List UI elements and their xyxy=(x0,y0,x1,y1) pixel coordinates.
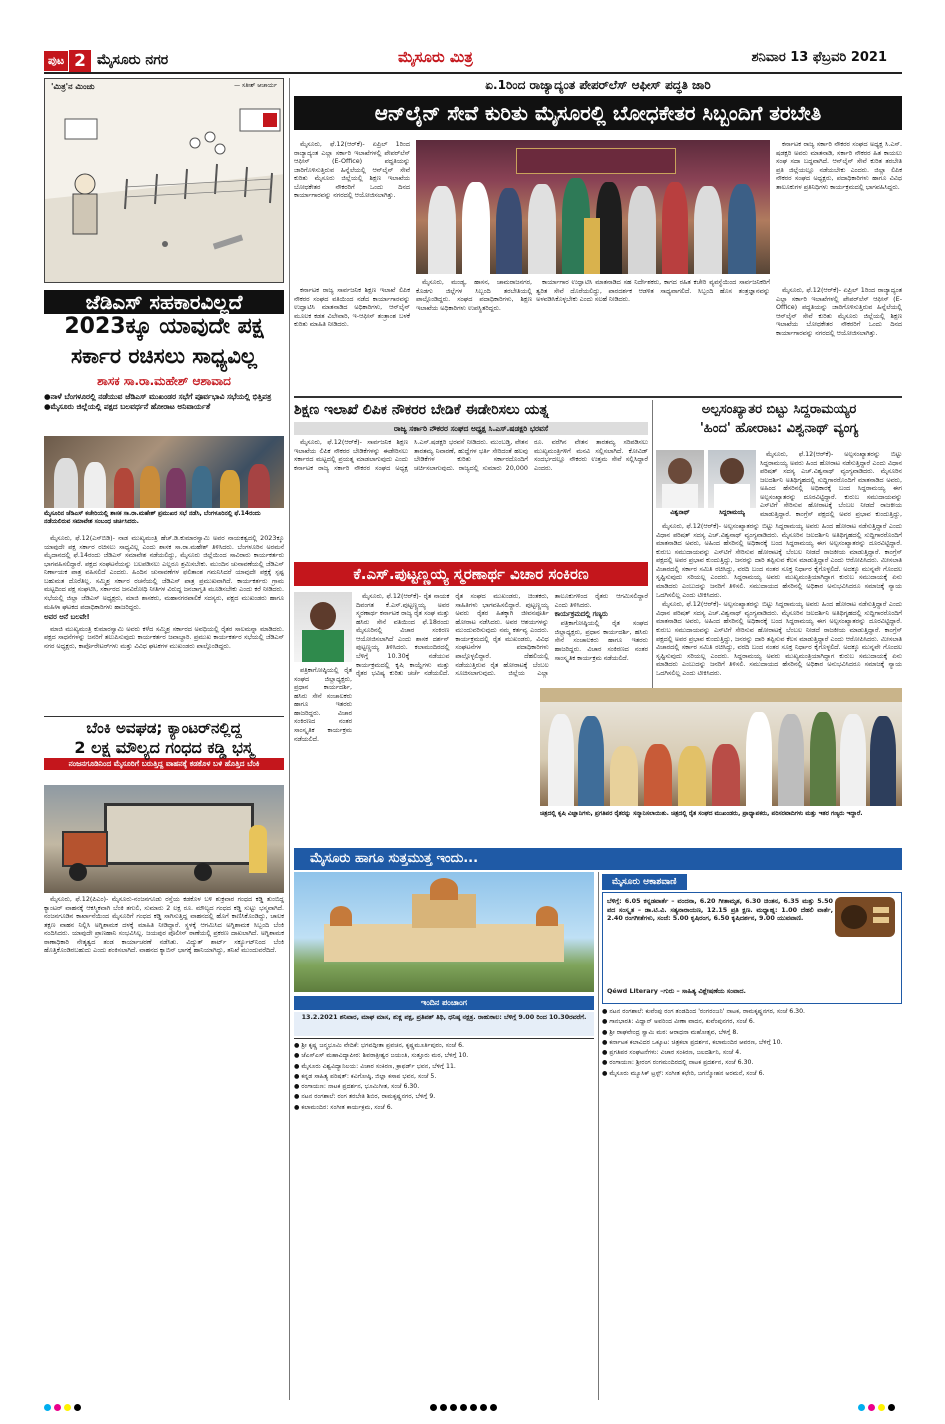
siddaramaiah-caption: ಸಿದ್ದರಾಮಯ್ಯ xyxy=(719,509,745,516)
fire-body-text: ಮೈಸೂರು, ಫೆ.12(ಪಿಎಂ)- ಮೈಸೂರು-ನಂಜನಗೂಡು ರಸ್ತೆಯ ಕಡಕೊಳ ಬಳಿ ಶುಕ್ರವಾರ ಗಂಧದ ಕಡ್ಡಿ ತುಂಬಿದ್ದ ಕ್ಯಾಂಟರ್ ವಾಹನಕ್ಕೆ ಆಕಸ್ಮಿಕವಾಗಿ ಬೆಂಕಿ ತಗುಲಿ, ಸುಮಾರು 2 ಲಕ್ಷ ರೂ. ಮೌಲ್ಯದ ಗಂಧದ ಕಡ್ಡಿ ಸುಟ್ಟು ಭಸ್ಮವಾಗಿದೆ. ನಂಜನಗೂಡಿನ ಕಾರ್ಖಾನೆಯಿಂದ ಮೈಸೂರಿಗೆ ಗಂಧದ ಕಡ್ಡಿ ಸಾಗಿಸುತ್ತಿದ್ದ ವಾಹನದಲ್ಲಿ ಹೊಗೆ ಕಾಣಿಸಿಕೊಂಡಿದ್ದು, ಚಾಲಕ ತಕ್ಷಣ ವಾಹನ ನಿಲ್ಲಿಸಿ ಅಗ್ನಿಶಾಮಕ ದಳಕ್ಕೆ ಮಾಹಿತಿ ನೀಡಿದ್ದಾರೆ. ಸ್ಥಳಕ್ಕೆ ಆಗಮಿಸಿದ ಅಗ್ನಿಶಾಮಕ ಸಿಬ್ಬಂದಿ ಬೆಂಕಿ ನಂದಿಸಿದರು. ಯಾವುದೇ ಪ್ರಾಣಹಾನಿ ಸಂಭವಿಸಿಲ್ಲ. ಜಯಪುರ ಪೊಲೀಸ್ ಠಾಣೆಯಲ್ಲಿ ಪ್ರಕರಣ ದಾಖಲಾಗಿದೆ. ಅಗ್ನಿಶಾಮಕ ಠಾಣಾಧಿಕಾರಿ ನೇತೃತ್ವದ ತಂಡ ಕಾರ್ಯಾಚರಣೆ ನಡೆಸಿತು. ವಿದ್ಯುತ್ ಶಾರ್ಟ್ ಸರ್ಕ್ಯೂಟ್‌ನಿಂದ ಬೆಂಕಿ ಹೊತ್ತಿಕೊಂಡಿರಬಹುದು ಎಂದು ಶಂಕಿಸಲಾಗಿದೆ. ವಾಹನದ ಕ್ಯಾಬಿನ್ ಭಾಗಕ್ಕೆ ಹಾನಿಯಾಗಿದ್ದು, ತನಿಖೆ ಮುಂದುವರೆದಿದೆ. xyxy=(44,895,284,955)
felicitation-photo xyxy=(540,688,902,806)
event-item: ● ಕಲಾಮಂದಿರ: ಸಂಗೀತ ಕಾರ್ಯಕ್ರಮ, ಸಂಜೆ 6. xyxy=(294,1103,393,1111)
events-banner xyxy=(294,848,902,870)
radio-footer: Qéwd Literary –ಗುರು – ಸಾಹಿತ್ಯ ವಿಶ್ಲೇಷಣೆಯ ಸಂವಾದ. xyxy=(607,987,746,995)
training-event-photo xyxy=(416,140,770,274)
top-story-body-2: ಕರ್ನಾಟಕ ರಾಜ್ಯ ಸಾರ್ವಜನಿಕ ಶಿಕ್ಷಣ ಇಲಾಖೆ ಲಿಪಿಕ ನೌಕರರ ಸಂಘದ ವತಿಯಿಂದ ನಡೆದ ಕಾರ್ಯಾಗಾರವನ್ನು ಉದ್ಘಾಟಿಸಿ ಮಾತನಾಡಿದ ಅಧಿಕಾರಿಗಳು, ಆನ್‌ಲೈನ್ ಮೂಲಕ ಕಡತ ವಿಲೇವಾರಿ, ಇ-ಆಫೀಸ್ ತಂತ್ರಾಂಶ ಬಳಕೆ ಕುರಿತು ಮಾಹಿತಿ ನೀಡಿದರು. xyxy=(294,286,410,329)
top-story-col1 xyxy=(294,140,410,282)
fire-headline-line1: ಬೆಂಕಿ ಅವಘಡ; ಕ್ಯಾಂಟರ್‌ನಲ್ಲಿದ್ದ xyxy=(86,719,242,737)
clerk-subhead: ರಾಜ್ಯ ಸರ್ಕಾರಿ ನೌಕರರ ಸಂಘದ ಅಧ್ಯಕ್ಷ ಸಿ.ಎಸ್.ಷಡಕ್ಷರಿ ಭರವಸೆ xyxy=(294,422,648,435)
vishwanath-caption: ವಿಶ್ವನಾಥ್ xyxy=(670,509,690,516)
jds-subhead-2: ಅವರ ಆನೆ ಬಲವೇ! xyxy=(44,613,90,622)
listing-item: ● ಮೈಸೂರು ಮ್ಯೂಸಿಕ್ ಟ್ರಸ್ಟ್: ಸಂಗೀತ ಕಛೇರಿ, ಜಗನ್ಮೋಹನ ಅರಮನೆ, ಸಂಜೆ 6. xyxy=(602,1069,765,1077)
top-story-body-4: ಕಾರ್ಯಾಗಾರ ಉದ್ಘಾಟಿಸಿ ಮಾತನಾಡಿದ ಸಹ ನಿರ್ದೇಶಕರು, ಕಾಗದ ರಹಿತ ಕಚೇರಿ ವ್ಯವಸ್ಥೆಯಿಂದ ಸಾರ್ವಜನಿಕರಿಗೆ ತ್ವರಿತ ಸೇವೆ ದೊರೆಯಲಿದ್ದು, ಪಾರದರ್ಶಕ ಆಡಳಿತ ಸಾಧ್ಯವಾಗಲಿದೆ. ಸಿಬ್ಬಂದಿ ಹೊಸ ತಂತ್ರಜ್ಞಾನವನ್ನು ಅಳವಡಿಸಿಕೊಳ್ಳಬೇಕು ಎಂದು ಸಲಹೆ ನೀಡಿದರು. xyxy=(536,278,770,304)
event-item: ● ಜೆಎಸ್‌ಎಸ್ ಮಹಾವಿದ್ಯಾಪೀಠ: ಶಿವರಾತ್ರೀಶ್ವರ ಜಯಂತಿ, ಸುತ್ತೂರು ಮಠ, ಬೆಳಿಗ್ಗೆ 10. xyxy=(294,1052,469,1060)
cartoon-title: 'ಮಿತ್ರ'ನ ಮಿಂಚು xyxy=(51,82,95,91)
top-story-headline: ಆನ್‌ಲೈನ್ ಸೇವೆ ಕುರಿತು ಮೈಸೂರಲ್ಲಿ ಬೋಧಕೇತರ ಸಿಬ್ಬಂದಿಗೆ ತರಬೇತಿ xyxy=(294,96,902,130)
jds-subhead: ಶಾಸಕ ಸಾ.ರಾ.ಮಹೇಶ್ ಆಶಾವಾದ xyxy=(97,374,231,388)
top-story-col4b xyxy=(776,286,902,394)
listing-item: ● ನಟನ ರಂಗಶಾಲೆ: ಕುವೆಂಪು ರಂಗ ತಂಡದಿಂದ 'ರಂಗರಂಜನಿ' ನಾಟಕ, ರಾಮಕೃಷ್ಣನಗರ, ಸಂಜೆ 6.30. xyxy=(602,1008,805,1015)
fire-subhead: ನಂಜನಗೂಡಿನಿಂದ ಮೈಸೂರಿಗೆ ಬರುತ್ತಿದ್ದ ವಾಹನಕ್ಕೆ ಕಡಕೊಳ ಬಳಿ ಹೊತ್ತಿದ ಬೆಂಕಿ xyxy=(44,758,284,770)
jds-meeting-photo xyxy=(44,436,284,508)
events-banner-title: ಮೈಸೂರು ಹಾಗೂ ಸುತ್ತಮುತ್ತ ಇಂದು... xyxy=(310,851,479,866)
vishwanath-headline-line2: 'ಹಿಂದ' ಹೋರಾಟ: ವಿಶ್ವನಾಥ್ ವ್ಯಂಗ್ಯ xyxy=(699,421,859,436)
top-story-col2 xyxy=(416,278,532,394)
event-item: ● ಮೈಸೂರು ವಿಶ್ವವಿದ್ಯಾನಿಲಯ: ವಿಚಾರ ಸಂಕಿರಣ, ಕ್ರಾಫರ್ಡ್ ಭವನ, ಬೆಳಿಗ್ಗೆ 11. xyxy=(294,1062,456,1070)
page-number-box xyxy=(44,50,168,72)
jds-body-text: ಮೈಸೂರು, ಫೆ.12(ಎಸ್‌ಬಿಡಿ)- ನಾಡ ಮುಖ್ಯಮಂತ್ರಿ ಹೆಚ್.ಡಿ.ಕುಮಾರಸ್ವಾಮಿ ಅವರ ನಾಯಕತ್ವದಲ್ಲಿ 2023ಕ್ಕೂ ಯಾವುದೇ ಪಕ್ಷ ಸರ್ಕಾರ ರಚಿಸಲು ಸಾಧ್ಯವಿಲ್ಲ ಎಂದು ಶಾಸಕ ಸಾ.ರಾ.ಮಹೇಶ್ ತಿಳಿಸಿದರು. ಬೆಂಗಳೂರಿನ ಅರಮನೆ ಮೈದಾನದಲ್ಲಿ ಫೆ.14ರಂದು ಜೆಡಿಎಸ್ ಸಮಾವೇಶ ನಡೆಯಲಿದ್ದು, ಮೈಸೂರು ಜಿಲ್ಲೆಯಿಂದ ಸಾವಿರಾರು ಕಾರ್ಯಕರ್ತರು ಭಾಗವಹಿಸಲಿದ್ದಾರೆ. ಪಕ್ಷದ ಸಂಘಟನೆಯನ್ನು ಬಲಪಡಿಸಲು ಎಲ್ಲರೂ ಶ್ರಮಿಸಬೇಕು. ಮುಂದಿನ ಚುನಾವಣೆಯಲ್ಲಿ ಜೆಡಿಎಸ್ ನಿರ್ಣಾಯಕ ಪಾತ್ರ ವಹಿಸಲಿದೆ ಎಂದರು. ಹಿಂದಿನ ಚುನಾವಣೆಗಳ ಫಲಿತಾಂಶ ಗಮನಿಸಿದರೆ ಯಾವುದೇ ಪಕ್ಷಕ್ಕೆ ಸ್ಪಷ್ಟ ಬಹುಮತ ದೊರೆತಿಲ್ಲ. ಸಮ್ಮಿಶ್ರ ಸರ್ಕಾರ ರಚನೆಯಲ್ಲಿ ಜೆಡಿಎಸ್ ಪಾತ್ರ ಪ್ರಮುಖವಾಗಿದೆ. ಕಾರ್ಯಕರ್ತರು ಗ್ರಾಮ ಮಟ್ಟದಿಂದ ಪಕ್ಷ ಸಂಘಟಿಸಿ, ಸರ್ಕಾರದ ಜನವಿರೋಧಿ ನೀತಿಗಳ ವಿರುದ್ಧ ಜನಜಾಗೃತಿ ಮೂಡಿಸಬೇಕು ಎಂದು ಕರೆ ನೀಡಿದರು. ಸಭೆಯಲ್ಲಿ ಜಿಲ್ಲಾ ಜೆಡಿಎಸ್ ಅಧ್ಯಕ್ಷರು, ಮಾಜಿ ಶಾಸಕರು, ಮಹಾನಗರಪಾಲಿಕೆ ಸದಸ್ಯರು, ಪಕ್ಷದ ಮುಖಂಡರು ಹಾಗೂ ಮಹಿಳಾ ಘಟಕದ ಪದಾಧಿಕಾರಿಗಳು ಹಾಜರಿದ್ದರು. xyxy=(44,534,284,611)
radio-icon xyxy=(835,897,895,937)
event-item: ● ಕನ್ನಡ ಸಾಹಿತ್ಯ ಪರಿಷತ್: ಕವಿಗೋಷ್ಠಿ, ಜಿಲ್ಲಾ ಕಸಾಪ ಭವನ, ಸಂಜೆ 5. xyxy=(294,1072,437,1080)
seminar-body-left xyxy=(294,666,352,770)
top-story-headline-wrap xyxy=(294,96,902,134)
top-story-body-1: ಮೈಸೂರು, ಫೆ.12(ಆರ್‌ಕೆ)- ಏಪ್ರಿಲ್ 1ರಿಂದ ರಾಜ್ಯಾದ್ಯಂತ ಎಲ್ಲಾ ಸರ್ಕಾರಿ ಇಲಾಖೆಗಳಲ್ಲಿ ಪೇಪರ್‌ಲೆಸ್ ಆಫೀಸ್ (E-Office) ಪದ್ಧತಿಯನ್ನು ಜಾರಿಗೊಳಿಸುತ್ತಿರುವ ಹಿನ್ನೆಲೆಯಲ್ಲಿ ಆನ್‌ಲೈನ್ ಸೇವೆ ಕುರಿತು ಮೈಸೂರು ಜಿಲ್ಲೆಯಲ್ಲಿ ಶಿಕ್ಷಣ ಇಲಾಖೆಯ ಬೋಧಕೇತರ ನೌಕರರಿಗೆ ಒಂದು ದಿನದ ಕಾರ್ಯಾಗಾರವನ್ನು ನಗರದಲ್ಲಿ ಆಯೋಜಿಸಲಾಗಿತ್ತು. xyxy=(294,140,410,200)
vishwanath-headline-line1: ಅಲ್ಪಸಂಖ್ಯಾತರ ಬಿಟ್ಟು ಸಿದ್ದರಾಮಯ್ಯರ xyxy=(701,402,857,417)
radio-header xyxy=(602,874,902,890)
seminar-body-text-2: ಪತ್ರಿಕಾಗೋಷ್ಠಿಯಲ್ಲಿ ರೈತ ಸಂಘದ ಜಿಲ್ಲಾಧ್ಯಕ್ಷರು, ಪ್ರಧಾನ ಕಾರ್ಯದರ್ಶಿ, ಹಸಿರು ಸೇನೆ ಸಂಚಾಲಕರು ಹಾಗೂ ಇತರರು ಹಾಜರಿದ್ದರು. ವಿಚಾರ ಸಂಕಿರಣದ ನಂತರ ಸಾಂಸ್ಕೃತಿಕ ಕಾರ್ಯಕ್ರಮ ನಡೆಯಲಿದೆ. xyxy=(554,619,648,662)
puttannaiah-photo xyxy=(294,592,352,662)
cartoon-drawing xyxy=(45,79,284,283)
fire-headline-line2: 2 ಲಕ್ಷ ಮೌಲ್ಯದ ಗಂಧದ ಕಡ್ಡಿ ಭಸ್ಮ xyxy=(74,738,254,757)
siddaramaiah-photo xyxy=(708,450,756,508)
clerk-body xyxy=(294,438,648,556)
cartoon-artist: — ಸತೀಶ್ ಆಚಾರ್ಯ xyxy=(234,82,277,89)
jds-body-text-2: ಮಾಜಿ ಮುಖ್ಯಮಂತ್ರಿ ಕುಮಾರಸ್ವಾಮಿ ಅವರು ಕಳೆದ ಸಮ್ಮಿಶ್ರ ಸರ್ಕಾರದ ಅವಧಿಯಲ್ಲಿ ರೈತರ ಸಾಲಮನ್ನಾ ಮಾಡಿದರು. ಪಕ್ಷದ ಸಾಧನೆಗಳನ್ನು ಜನರಿಗೆ ತಲುಪಿಸುವುದು ಕಾರ್ಯಕರ್ತರ ಜವಾಬ್ದಾರಿ. ಪ್ರಮುಖ ಕಾರ್ಯಕರ್ತರ ಸಭೆಯಲ್ಲಿ ಜೆಡಿಎಸ್ ನಗರ ಅಧ್ಯಕ್ಷರು, ಕಾರ್ಪೊರೇಟರ್‌ಗಳು ಮತ್ತು ವಿವಿಧ ಘಟಕಗಳ ಮುಖಂಡರು ಪಾಲ್ಗೊಂಡಿದ್ದರು. xyxy=(44,624,284,650)
cartoon-panel xyxy=(44,78,284,283)
issue-date: ಶನಿವಾರ 13 ಫೆಬ್ರವರಿ 2021 xyxy=(751,50,887,65)
events-list xyxy=(294,1042,594,1400)
vishwanath-body-text-cont: ಮೈಸೂರು, ಫೆ.12(ಆರ್‌ಕೆ)- ಅಲ್ಪಸಂಖ್ಯಾತರನ್ನು ಬಿಟ್ಟು ಸಿದ್ದರಾಮಯ್ಯ ಅವರು ಹಿಂದ ಹೋರಾಟ ನಡೆಸುತ್ತಿದ್ದಾರೆ ಎಂದು ವಿಧಾನ ಪರಿಷತ್ ಸದಸ್ಯ ಎಚ್.ವಿಶ್ವನಾಥ್ ವ್ಯಂಗ್ಯವಾಡಿದರು. ಮೈಸೂರಿನ ಜಲದರ್ಶಿನಿ ಅತಿಥಿಗೃಹದಲ್ಲಿ ಸುದ್ದಿಗಾರರೊಂದಿಗೆ ಮಾತನಾಡಿದ ಅವರು, ಅಹಿಂದ ಹೆಸರಿನಲ್ಲಿ ಅಧಿಕಾರಕ್ಕೆ ಬಂದ ಸಿದ್ದರಾಮಯ್ಯ ಈಗ ಅಲ್ಪಸಂಖ್ಯಾತರನ್ನು ದೂರವಿಟ್ಟಿದ್ದಾರೆ. ಕುರುಬ ಸಮುದಾಯವನ್ನು ಎಸ್‌ಟಿಗೆ ಸೇರಿಸುವ ಹೋರಾಟಕ್ಕೆ ಬೆಂಬಲ ನೀಡದೆ ರಾಜಕೀಯ ಮಾಡುತ್ತಿದ್ದಾರೆ. ಕಾಂಗ್ರೆಸ್ ಪಕ್ಷದಲ್ಲಿ ಅವರ ಪ್ರಭಾವ ಕುಂದುತ್ತಿದ್ದು, ಜನರನ್ನು ದಾರಿ ತಪ್ಪಿಸುವ ಕೆಲಸ ಮಾಡುತ್ತಿದ್ದಾರೆ ಎಂದು ಆರೋಪಿಸಿದರು. ಮೀಸಲಾತಿ ವಿಚಾರದಲ್ಲಿ ಸರ್ಕಾರ ಸಮಿತಿ ರಚಿಸಿದ್ದು, ವರದಿ ಬಂದ ನಂತರ ಸೂಕ್ತ ನಿರ್ಧಾರ ಕೈಗೊಳ್ಳಲಿದೆ. ಅದಕ್ಕೂ ಮುನ್ನವೇ ಗೊಂದಲ ಸೃಷ್ಟಿಸುವುದು ಸರಿಯಲ್ಲ ಎಂದರು. ಸಿದ್ದರಾಮಯ್ಯ ಅವರು ಮುಖ್ಯಮಂತ್ರಿಯಾಗಿದ್ದಾಗ ಕುರುಬ ಸಮುದಾಯಕ್ಕೆ ಏನು ಮಾಡಿದರು ಎಂಬುದನ್ನು ಜನರಿಗೆ ತಿಳಿಸಲಿ. ಸಮುದಾಯದ ಹೆಸರಿನಲ್ಲಿ ಅಧಿಕಾರ ಅನುಭವಿಸಿದರೂ ಸಮಾಜಕ್ಕೆ ನ್ಯಾಯ ಒದಗಿಸಲಿಲ್ಲ ಎಂದು ಟೀಕಿಸಿದರು. xyxy=(656,600,902,677)
jds-body xyxy=(44,534,284,666)
panchanga-header xyxy=(294,996,594,1010)
seminar-headline-wrap xyxy=(294,562,648,586)
top-story-body-5b: ಮೈಸೂರು, ಫೆ.12(ಆರ್‌ಕೆ)- ಏಪ್ರಿಲ್ 1ರಿಂದ ರಾಜ್ಯಾದ್ಯಂತ ಎಲ್ಲಾ ಸರ್ಕಾರಿ ಇಲಾಖೆಗಳಲ್ಲಿ ಪೇಪರ್‌ಲೆಸ್ ಆಫೀಸ್ (E-Office) ಪದ್ಧತಿಯನ್ನು ಜಾರಿಗೊಳಿಸುತ್ತಿರುವ ಹಿನ್ನೆಲೆಯಲ್ಲಿ ಆನ್‌ಲೈನ್ ಸೇವೆ ಕುರಿತು ಮೈಸೂರು ಜಿಲ್ಲೆಯಲ್ಲಿ ಶಿಕ್ಷಣ ಇಲಾಖೆಯ ಬೋಧಕೇತರ ನೌಕರರಿಗೆ ಒಂದು ದಿನದ ಕಾರ್ಯಾಗಾರವನ್ನು ನಗರದಲ್ಲಿ ಆಯೋಜಿಸಲಾಗಿತ್ತು. xyxy=(776,286,902,337)
jds-bullet-2: ●ಮೈಸೂರು ಜಿಲ್ಲೆಯಲ್ಲಿ ಪಕ್ಷದ ಬಲವರ್ಧನೆ ಹೋರಾಟ ಅನಿವಾರ್ಯತೆ xyxy=(44,402,211,412)
seminar-body-left-text: ಪತ್ರಿಕಾಗೋಷ್ಠಿಯಲ್ಲಿ ರೈತ ಸಂಘದ ಜಿಲ್ಲಾಧ್ಯಕ್ಷರು, ಪ್ರಧಾನ ಕಾರ್ಯದರ್ಶಿ, ಹಸಿರು ಸೇನೆ ಸಂಚಾಲಕರು ಹಾಗೂ ಇತರರು ಹಾಜರಿದ್ದರು. ವಿಚಾರ ಸಂಕಿರಣದ ನಂತರ ಸಾಂಸ್ಕೃತಿಕ ಕಾರ್ಯಕ್ರಮ ನಡೆಯಲಿದೆ. xyxy=(294,666,352,743)
jds-headline xyxy=(44,290,284,350)
seminar-subhead-2: ಕಾರ್ಯಕ್ರಮದಲ್ಲಿ ಗಣ್ಯರು xyxy=(554,610,608,619)
clerk-subhead-wrap xyxy=(294,422,648,436)
jds-headline-3-wrap xyxy=(44,342,284,374)
clerk-body-text: ಮೈಸೂರು, ಫೆ.12(ಆರ್‌ಕೆ)- ಸಾರ್ವಜನಿಕ ಶಿಕ್ಷಣ ಇಲಾಖೆಯ ಲಿಪಿಕ ನೌಕರರ ಬೇಡಿಕೆಗಳನ್ನು ಈಡೇರಿಸಲು ಸರ್ಕಾರದ ಮಟ್ಟದಲ್ಲಿ ಪ್ರಯತ್ನ ಮಾಡಲಾಗುವುದು ಎಂದು ಕರ್ನಾಟಕ ರಾಜ್ಯ ಸರ್ಕಾರಿ ನೌಕರರ ಸಂಘದ ಅಧ್ಯಕ್ಷ ಸಿ.ಎಸ್.ಷಡಕ್ಷರಿ ಭರವಸೆ ನೀಡಿದರು. ಮುಂಬಡ್ತಿ, ವೇತನ ತಾರತಮ್ಯ ನಿವಾರಣೆ, ಹುದ್ದೆಗಳ ಭರ್ತಿ ಸೇರಿದಂತೆ ಹಲವು ಬೇಡಿಕೆಗಳ ಕುರಿತು ಸರ್ಕಾರದೊಂದಿಗೆ ಚರ್ಚಿಸಲಾಗುವುದು. ರಾಜ್ಯದಲ್ಲಿ ಸುಮಾರು 20,000 ರೂ. ವರೆಗಿನ ವೇತನ ತಾರತಮ್ಯ ಸರಿಪಡಿಸಲು ಮುಖ್ಯಮಂತ್ರಿಗಳಿಗೆ ಮನವಿ ಸಲ್ಲಿಸಲಾಗಿದೆ. ಕೋವಿಡ್ ಸಂದರ್ಭದಲ್ಲೂ ನೌಕರರು ಉತ್ತಮ ಸೇವೆ ಸಲ್ಲಿಸಿದ್ದಾರೆ ಎಂದರು. xyxy=(294,438,648,472)
masthead-rule xyxy=(44,72,902,74)
event-item: ● ಶ್ರೀ ಕೃಷ್ಣ ಜನ್ಮಭೂಮಿ ವೇದಿಕೆ: ಭಗವದ್ಗೀತಾ ಪ್ರವಚನ, ಕೃಷ್ಣಮೂರ್ತಿಪುರಂ, ಸಂಜೆ 6. xyxy=(294,1042,465,1049)
jds-headline-line1: ಜೆಡಿಎಸ್ ಸಹಕಾರವಿಲ್ಲದೆ xyxy=(44,290,284,314)
top-story-col4 xyxy=(776,140,902,282)
registration-marks-center xyxy=(430,1404,497,1412)
fire-truck-photo xyxy=(44,785,284,893)
top-story-col1b xyxy=(294,286,410,394)
listing-item: ● ಗಾನಭಾರತಿ: ವಿದ್ವಾನ್ ಅವರಿಂದ ವೀಣಾ ವಾದನ, ಕುವೆಂಪುನಗರ, ಸಂಜೆ 6. xyxy=(602,1018,755,1026)
registration-marks-right xyxy=(858,1404,895,1412)
top-story-kicker-wrap xyxy=(294,76,902,96)
top-story-kicker: ಏ.1ರಿಂದ ರಾಜ್ಯಾದ್ಯಂತ ಪೇಪರ್‌ಲೆಸ್ ಆಫೀಸ್ ಪದ್ಧತಿ ಜಾರಿ xyxy=(485,78,711,92)
radio-title: ಮೈಸೂರು ಆಕಾಶವಾಣಿ xyxy=(602,874,687,890)
vishwanath-headline-block xyxy=(656,400,902,446)
right-listings xyxy=(602,1008,902,1400)
top-story-body-5: ಕರ್ನಾಟಕ ರಾಜ್ಯ ಸರ್ಕಾರಿ ನೌಕರರ ಸಂಘದ ಅಧ್ಯಕ್ಷ ಸಿ.ಎಸ್. ಷಡಕ್ಷರಿ ಅವರು ಮಾತನಾಡಿ, ಸರ್ಕಾರಿ ನೌಕರರ ಹಿತ ಕಾಯಲು ಸಂಘ ಸದಾ ಬದ್ಧವಾಗಿದೆ. ಆನ್‌ಲೈನ್ ಸೇವೆ ಕುರಿತ ತರಬೇತಿ ಪ್ರತಿ ಜಿಲ್ಲೆಯಲ್ಲೂ ನಡೆಯಬೇಕು ಎಂದರು. ಜಿಲ್ಲಾ ಲಿಪಿಕ ನೌಕರರ ಸಂಘದ ಅಧ್ಯಕ್ಷರು, ಪದಾಧಿಕಾರಿಗಳು ಹಾಗೂ ವಿವಿಧ ತಾಲೂಕುಗಳ ಪ್ರತಿನಿಧಿಗಳು ಕಾರ್ಯಕ್ರಮದಲ್ಲಿ ಭಾಗವಹಿಸಿದ್ದರು. xyxy=(776,140,902,191)
section-name: ಮೈಸೂರು ನಗರ xyxy=(96,52,169,69)
event-item: ● ರಂಗಾಯಣ: ನಾಟಕ ಪ್ರದರ್ಶನ, ಭೂಮಿಗೀತ, ಸಂಜೆ 6.30. xyxy=(294,1083,420,1091)
clerk-headline: ಶಿಕ್ಷಣ ಇಲಾಖೆ ಲಿಪಿಕ ನೌಕರರ ಬೇಡಿಕೆ ಈಡೇರಿಸಲು ಯತ್ನ xyxy=(294,402,549,418)
seminar-body-text: ಮೈಸೂರು, ಫೆ.12(ಆರ್‌ಕೆ)- ರೈತ ನಾಯಕ ದಿವಂಗತ ಕೆ.ಎಸ್.ಪುಟ್ಟಣ್ಣಯ್ಯ ಅವರ ಸ್ಮರಣಾರ್ಥ ಕರ್ನಾಟಕ ರಾಜ್ಯ ರೈತ ಸಂಘ ಮತ್ತು ಹಸಿರು ಸೇನೆ ವತಿಯಿಂದ ಫೆ.18ರಂದು ಮೈಸೂರಿನಲ್ಲಿ ವಿಚಾರ ಸಂಕಿರಣ ಆಯೋಜಿಸಲಾಗಿದೆ ಎಂದು ಶಾಸಕ ದರ್ಶನ್ ಪುಟ್ಟಣ್ಣಯ್ಯ ತಿಳಿಸಿದರು. ಕಲಾಮಂದಿರದಲ್ಲಿ ಬೆಳಿಗ್ಗೆ 10.30ಕ್ಕೆ ನಡೆಯುವ ಕಾರ್ಯಕ್ರಮದಲ್ಲಿ ಕೃಷಿ ಕಾಯ್ದೆಗಳು ಮತ್ತು ರೈತರ ಭವಿಷ್ಯ ಕುರಿತು ಚರ್ಚೆ ನಡೆಯಲಿದೆ. ರೈತ ಸಂಘದ ಮುಖಂಡರು, ಚಿಂತಕರು, ಸಾಹಿತಿಗಳು ಭಾಗವಹಿಸಲಿದ್ದಾರೆ. ಪುಟ್ಟಣ್ಣಯ್ಯ ಅವರು ರೈತರ ಹಿತಕ್ಕಾಗಿ ಜೀವನಪೂರ್ತಿ ಹೋರಾಟ ನಡೆಸಿದರು. ಅವರ ಆಶಯಗಳನ್ನು ಮುಂದುವರಿಸುವುದು ನಮ್ಮ ಕರ್ತವ್ಯ ಎಂದರು. ಕಾರ್ಯಕ್ರಮದಲ್ಲಿ ರೈತ ಮುಖಂಡರು, ವಿವಿಧ ಸಂಘಟನೆಗಳ ಪದಾಧಿಕಾರಿಗಳು ಪಾಲ್ಗೊಳ್ಳಲಿದ್ದಾರೆ. ದೆಹಲಿಯಲ್ಲಿ ನಡೆಯುತ್ತಿರುವ ರೈತ ಹೋರಾಟಕ್ಕೆ ಬೆಂಬಲ ಸೂಚಿಸಲಾಗುವುದು. ಜಿಲ್ಲೆಯ ಎಲ್ಲಾ ತಾಲೂಕುಗಳಿಂದ ರೈತರು ಆಗಮಿಸಲಿದ್ದಾರೆ ಎಂದು ತಿಳಿಸಿದರು. xyxy=(356,592,648,678)
radio-schedule: ಬೆಳಿಗ್ಗೆ: 6.05 ಕನ್ನಡವಾರ್ತೆ – ವಂದನಾ, 6.20 ಗೀತಾಮೃತ, 6.30 ಚಿಂತನ, 6.35 ಮತ್ತು 5.50 ಪದ ಸಂಸ್ಕೃತ – ಡಾ.ಟಿ.ವಿ. ಸತ್ಯನಾರಾಯಣ, 12.15 ಪ್ರತಿ ಕ್ಷಣ. ಮಧ್ಯಾಹ್ನ: 1.00 ದೆಹಲಿ ವಾರ್ತೆ, 2.40 ರಂಗಗೀತೆಗಳು, ಸಂಜೆ: 5.00 ಕೃಷಿರಂಗ, 6.50 ಕೃಷಿದರ್ಶನ, 9.00 ಯುವವಾಣಿ. xyxy=(607,897,833,923)
vishwanath-body-top xyxy=(760,450,902,520)
listing-item: ● ರಂಗಾಯಣ: ಶ್ರೀರಂಗ ರಂಗಮಂದಿರದಲ್ಲಿ ನಾಟಕ ಪ್ರದರ್ಶನ, ಸಂಜೆ 6.30. xyxy=(602,1059,754,1067)
paper-name: ಮೈಸೂರು ಮಿತ್ರ xyxy=(398,48,473,66)
fire-headline-block xyxy=(44,719,284,783)
panchanga-text: 13.2.2021 ಶನಿವಾರ, ಮಾಘ ಮಾಸ, ಶುಕ್ಲ ಪಕ್ಷ, ಪ್ರತಿಪತ್ ತಿಥಿ, ಧನಿಷ್ಠ ನಕ್ಷತ್ರ. ರಾಹುಕಾಲ: ಬೆಳಿಗ್ಗೆ 9.00 ರಿಂದ 10.30ರವರೆಗೆ. xyxy=(294,1012,594,1036)
jds-subhead-block xyxy=(44,374,284,434)
vishwanath-body-text: ಮೈಸೂರು, ಫೆ.12(ಆರ್‌ಕೆ)- ಅಲ್ಪಸಂಖ್ಯಾತರನ್ನು ಬಿಟ್ಟು ಸಿದ್ದರಾಮಯ್ಯ ಅವರು ಹಿಂದ ಹೋರಾಟ ನಡೆಸುತ್ತಿದ್ದಾರೆ ಎಂದು ವಿಧಾನ ಪರಿಷತ್ ಸದಸ್ಯ ಎಚ್.ವಿಶ್ವನಾಥ್ ವ್ಯಂಗ್ಯವಾಡಿದರು. ಮೈಸೂರಿನ ಜಲದರ್ಶಿನಿ ಅತಿಥಿಗೃಹದಲ್ಲಿ ಸುದ್ದಿಗಾರರೊಂದಿಗೆ ಮಾತನಾಡಿದ ಅವರು, ಅಹಿಂದ ಹೆಸರಿನಲ್ಲಿ ಅಧಿಕಾರಕ್ಕೆ ಬಂದ ಸಿದ್ದರಾಮಯ್ಯ ಈಗ ಅಲ್ಪಸಂಖ್ಯಾತರನ್ನು ದೂರವಿಟ್ಟಿದ್ದಾರೆ. ಕುರುಬ ಸಮುದಾಯವನ್ನು ಎಸ್‌ಟಿಗೆ ಸೇರಿಸುವ ಹೋರಾಟಕ್ಕೆ ಬೆಂಬಲ ನೀಡದೆ ರಾಜಕೀಯ ಮಾಡುತ್ತಿದ್ದಾರೆ. ಕಾಂಗ್ರೆಸ್ ಪಕ್ಷದಲ್ಲಿ ಅವರ ಪ್ರಭಾವ ಕುಂದುತ್ತಿದ್ದು, ಜನರನ್ನು ದಾರಿ ತಪ್ಪಿಸುವ ಕೆಲಸ ಮಾಡುತ್ತಿದ್ದಾರೆ ಎಂದು ಆರೋಪಿಸಿದರು. ಮೀಸಲಾತಿ ವಿಚಾರದಲ್ಲಿ ಸರ್ಕಾರ ಸಮಿತಿ ರಚಿಸಿದ್ದು, ವರದಿ ಬಂದ ನಂತರ ಸೂಕ್ತ ನಿರ್ಧಾರ ಕೈಗೊಳ್ಳಲಿದೆ. ಅದಕ್ಕೂ ಮುನ್ನವೇ ಗೊಂದಲ ಸೃಷ್ಟಿಸುವುದು ಸರಿಯಲ್ಲ ಎಂದರು. ಸಿದ್ದರಾಮಯ್ಯ ಅವರು ಮುಖ್ಯಮಂತ್ರಿಯಾಗಿದ್ದಾಗ ಕುರುಬ ಸಮುದಾಯಕ್ಕೆ ಏನು ಮಾಡಿದರು ಎಂಬುದನ್ನು ಜನರಿಗೆ ತಿಳಿಸಲಿ. ಸಮುದಾಯದ ಹೆಸರಿನಲ್ಲಿ ಅಧಿಕಾರ ಅನುಭವಿಸಿದರೂ ಸಮಾಜಕ್ಕೆ ನ್ಯಾಯ ಒದಗಿಸಲಿಲ್ಲ ಎಂದು ಟೀಕಿಸಿದರು. xyxy=(656,522,902,599)
registration-marks-left xyxy=(44,1404,81,1412)
listing-item: ● ಕರ್ನಾಟಕ ಕಲಾವಿದರ ಒಕ್ಕೂಟ: ಚಿತ್ರಕಲಾ ಪ್ರದರ್ಶನ, ಕಲಾಮಂದಿರ ಆವರಣ, ಬೆಳಿಗ್ಗೆ 10. xyxy=(602,1038,783,1046)
radio-box xyxy=(602,892,902,1004)
vishwanath-body-text-a: ಮೈಸೂರು, ಫೆ.12(ಆರ್‌ಕೆ)- ಅಲ್ಪಸಂಖ್ಯಾತರನ್ನು ಬಿಟ್ಟು ಸಿದ್ದರಾಮಯ್ಯ ಅವರು ಹಿಂದ ಹೋರಾಟ ನಡೆಸುತ್ತಿದ್ದಾರೆ ಎಂದು ವಿಧಾನ ಪರಿಷತ್ ಸದಸ್ಯ ಎಚ್.ವಿಶ್ವನಾಥ್ ವ್ಯಂಗ್ಯವಾಡಿದರು. ಮೈಸೂರಿನ ಜಲದರ್ಶಿನಿ ಅತಿಥಿಗೃಹದಲ್ಲಿ ಸುದ್ದಿಗಾರರೊಂದಿಗೆ ಮಾತನಾಡಿದ ಅವರು, ಅಹಿಂದ ಹೆಸರಿನಲ್ಲಿ ಅಧಿಕಾರಕ್ಕೆ ಬಂದ ಸಿದ್ದರಾಮಯ್ಯ ಈಗ ಅಲ್ಪಸಂಖ್ಯಾತರನ್ನು ದೂರವಿಟ್ಟಿದ್ದಾರೆ. ಕುರುಬ ಸಮುದಾಯವನ್ನು ಎಸ್‌ಟಿಗೆ ಸೇರಿಸುವ ಹೋರಾಟಕ್ಕೆ ಬೆಂಬಲ ನೀಡದೆ ರಾಜಕೀಯ ಮಾಡುತ್ತಿದ್ದಾರೆ. ಕಾಂಗ್ರೆಸ್ ಪಕ್ಷದಲ್ಲಿ ಅವರ ಪ್ರಭಾವ ಕುಂದುತ್ತಿದ್ದು, xyxy=(760,450,902,519)
clerk-headline-wrap xyxy=(294,400,648,420)
page-label: ಪುಟ xyxy=(44,51,68,71)
seminar-headline: ಕೆ.ಎಸ್.ಪುಟ್ಟಣ್ಣಯ್ಯ ಸ್ಮರಣಾರ್ಥ ವಿಚಾರ ಸಂಕಿರಣ xyxy=(294,562,648,586)
panchanga-title: ಇಂದಿನ ಪಂಚಾಂಗ xyxy=(421,998,467,1007)
listing-item: ● ಶ್ರೀ ರಾಘವೇಂದ್ರ ಸ್ವಾಮಿ ಮಠ: ಆರಾಧನಾ ಮಹೋತ್ಸವ, ಬೆಳಿಗ್ಗೆ 8. xyxy=(602,1028,739,1036)
fire-body xyxy=(44,895,284,1400)
felicitation-caption: ಚಿತ್ರದಲ್ಲಿ ಕೃಷಿ ವಿಜ್ಞಾನಿಗಳು, ಪ್ರಗತಿಪರ ರೈತರನ್ನು ಸನ್ಮಾನಿಸಲಾಯಿತು. ಚಿತ್ರದಲ್ಲಿ ರೈತ ಸಂಘದ ಮುಖಂಡರು, ಪ್ರಾಧ್ಯಾಪಕರು, ಪರಿಸರವಾದಿಗಳು ಮತ್ತು ಇತರ ಗಣ್ಯರು ಇದ್ದಾರೆ. xyxy=(540,810,863,817)
vishwanath-photo xyxy=(656,450,704,508)
jds-headline-line3: ಸರ್ಕಾರ ರಚಿಸಲು ಸಾಧ್ಯವಿಲ್ಲ xyxy=(71,344,257,368)
top-story-col3 xyxy=(536,278,770,394)
event-item: ● ನಟನ ರಂಗಶಾಲೆ: ರಂಗ ತರಬೇತಿ ಶಿಬಿರ, ರಾಮಕೃಷ್ಣನಗರ, ಬೆಳಿಗ್ಗೆ 9. xyxy=(294,1093,436,1101)
jds-bullet-1: ●ನಾಳೆ ಬೆಂಗಳೂರಲ್ಲಿ ನಡೆಯುವ ಜೆಡಿಎಸ್ ಮುಖಂಡರ ಸಭೆಗೆ ಪೂರ್ವಭಾವಿ ಸಭೆಯಲ್ಲಿ ಭಿತ್ತಿಪತ್ರ xyxy=(44,392,272,402)
jds-photo-caption: ಮೈಸೂರಿನ ಜೆಡಿಎಸ್ ಕಚೇರಿಯಲ್ಲಿ ಶಾಸಕ ಸಾ.ರಾ.ಮಹೇಶ್ ಪ್ರಮುಖರ ಸಭೆ ನಡೆಸಿ, ಬೆಂಗಳೂರಿನಲ್ಲಿ ಫೆ.14ರಂದು ನಡೆಯಲಿರುವ ಸಮಾವೇಶ ಸಂಬಂಧ ಚರ್ಚಿಸಿದರು. xyxy=(44,510,261,525)
jds-headline-line2: 2023ಕ್ಕೂ ಯಾವುದೇ ಪಕ್ಷ xyxy=(64,314,264,339)
page-number: 2 xyxy=(69,50,91,72)
listing-item: ● ಪ್ರಗತಿಪರ ಸಂಘಟನೆಗಳು: ವಿಚಾರ ಸಂಕಿರಣ, ಜಲದರ್ಶಿನಿ, ಸಂಜೆ 4. xyxy=(602,1049,742,1057)
mysore-palace-photo xyxy=(294,872,594,992)
top-story-body-3: ಮೈಸೂರು, ಮಂಡ್ಯ, ಹಾಸನ, ಚಾಮರಾಜನಗರ, ಕೊಡಗು ಜಿಲ್ಲೆಗಳ ಸಿಬ್ಬಂದಿ ತರಬೇತಿಯಲ್ಲಿ ಪಾಲ್ಗೊಂಡಿದ್ದರು. ಸಂಘದ ಪದಾಧಿಕಾರಿಗಳು, ಶಿಕ್ಷಣ ಇಲಾಖೆಯ ಅಧಿಕಾರಿಗಳು ಉಪಸ್ಥಿತರಿದ್ದರು. xyxy=(416,278,532,312)
masthead xyxy=(0,40,945,70)
